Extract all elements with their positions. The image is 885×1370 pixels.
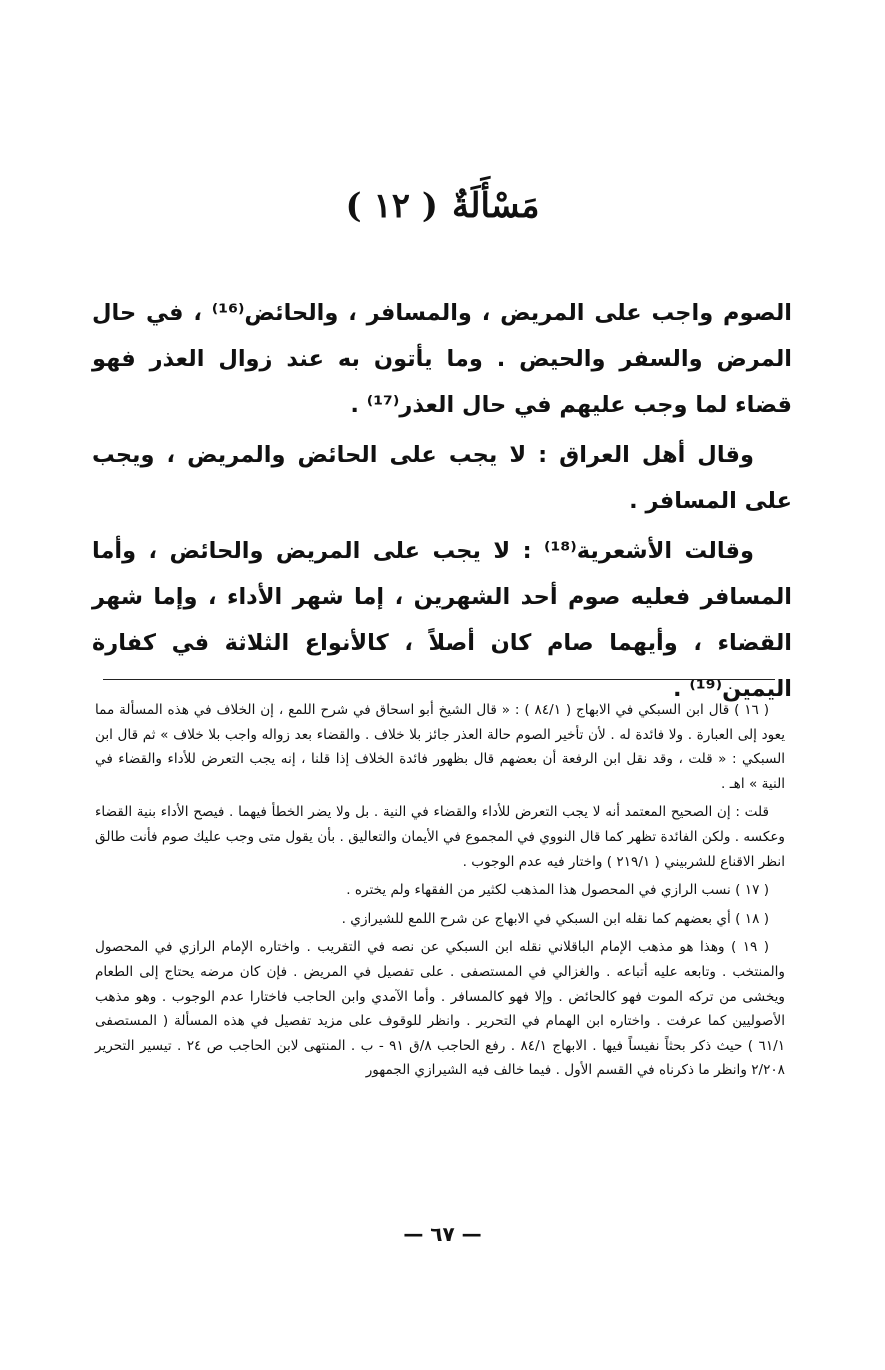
footnote-16-comment: قلت : إن الصحيح المعتمد أنه لا يجب التعرض للأداء والقضاء في النية . بل ولا يضر الخطأ فيهما . فيصح الأداء بنية القضاء وعكسه . ولكن الفائدة تظهر كما قال النووي في المجموع في الأيمان والتعاليق . بأن يقول متى وجب عليك صوم فأنت طالق انظر الاقناع للشربيني ( ٢١٩/١ ) واختار فيه عدم الوجوب . [95,804,785,870]
page-number: — ٦٧ — [403,1222,482,1246]
issue-heading [0,186,885,226]
main-text [92,290,792,716]
footnote-17: ( ١٧ ) نسب الرازي في المحصول هذا المذهب لكثير من الفقهاء ولم يختره . [346,882,769,899]
issue-heading-number: ( ١٢ ) [345,186,438,226]
main-paragraph: الصوم واجب على المريض ، والمسافر ، والحائض⁽¹⁶⁾ ، في حال المرض والسفر والحيض . وما يأتون به عند زوال العذر فهو قضاء لما وجب عليهم في حال العذر⁽¹⁷⁾ . [92,300,792,418]
main-paragraph: وقالت الأشعرية⁽¹⁸⁾ : لا يجب على المريض والحائض ، وأما المسافر فعليه صوم أحد الشهرين ، إما شهر الأداء ، وإما شهر القضاء ، وأيهما صام كان أصلاً ، كالأنواع الثلاثة في كفارة اليمين⁽¹⁹⁾ . [92,538,792,702]
main-paragraph: وقال أهل العراق : لا يجب على الحائض والمريض ، ويجب على المسافر . [92,442,792,514]
footnote-19: ( ١٩ ) وهذا هو مذهب الإمام الباقلاني نقله ابن السبكي عن نصه في التقريب . واختاره الإمام الرازي في المحصول والمنتخب . وتابعه عليه أتباعه . والغزالي في المستصفى . على تفصيل في المريض . فإن كان مرضه يحتاج إلى الطعام ويخشى من تركه الموت فهو كالحائض . وإلا فهو كالمسافر . وأما الآمدي وابن الحاجب فاختارا عدم الوجوب . وهو مذهب الأصوليين كما عرفت . واختاره ابن الهمام في التحرير . وانظر للوقوف على مزيد تفصيل في هذه المسألة ( المستصفى ٦١/١ ) حيث ذكر بحثاً نفيساً فيها . الابهاج ٨٤/١ . رفع الحاجب ٨/ق ٩١ - ب . المنتهى لابن الحاجب ص ٢٤ . تيسير التحرير ٢/٢٠٨ وانظر ما ذكرناه في القسم الأول . فيما خالف فيه الشيرازي الجمهور [95,939,785,1079]
footnotes [95,698,785,1087]
footnote-separator [103,679,775,680]
footnote-18: ( ١٨ ) أي بعضهم كما نقله ابن السبكي في الابهاج عن شرح اللمع للشيرازي . [341,910,769,927]
footnote-16: ( ١٦ ) قال ابن السبكي في الابهاج ( ٨٤/١ ) : « قال الشيخ أبو اسحاق في شرح اللمع ، إن الخلاف في هذه المسألة مما يعود إلى العبارة . ولا فائدة له . لأن تأخير الصوم حالة العذر جائز بلا خلاف . والقضاء بعد زواله واجب بلا خلاف » ثم قال ابن السبكي : « قلت ، وقد نقل ابن الرفعة أن بعضهم قال بظهور فائدة الخلاف إذا قلنا ، إنه يجب التعرض للأداء والقضاء في النية » اهـ . [95,702,785,792]
issue-heading-word: مَسْأَلَةٌ [451,186,540,226]
